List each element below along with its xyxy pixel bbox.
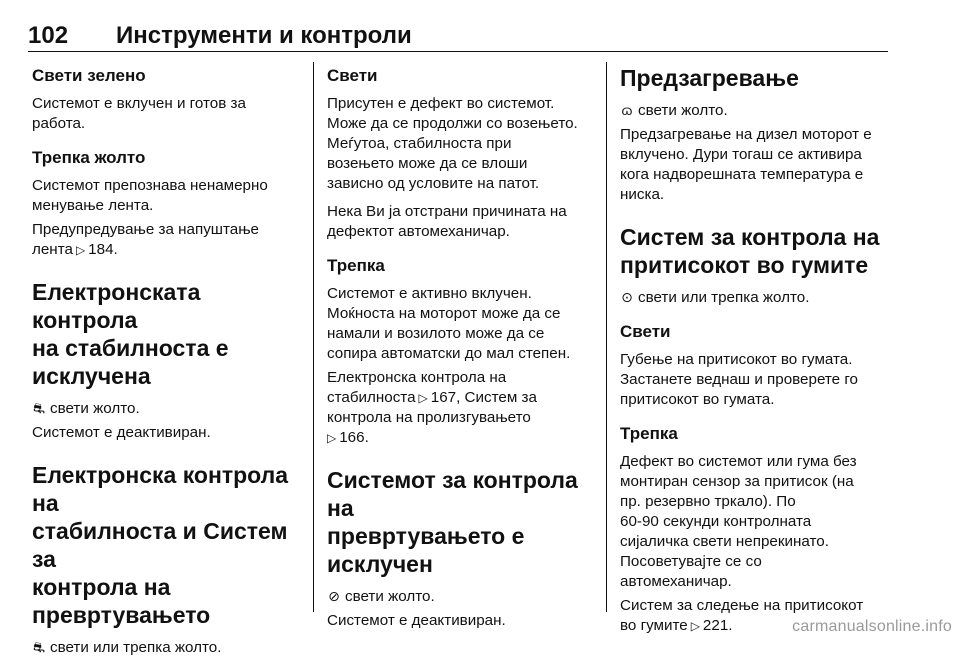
- column-3: [620, 64, 894, 644]
- section-heading: Свети зелено: [32, 66, 146, 85]
- watermark: carmanualsonline.info: [792, 618, 952, 635]
- indicator-text: свети или трепка жолто.: [638, 289, 810, 306]
- body-text: Системот е деактивиран.: [327, 612, 506, 629]
- indicator-text: свети или трепка жолто.: [50, 639, 222, 656]
- header-rule: [28, 51, 888, 52]
- column-2: [327, 64, 593, 639]
- indicator-text: свети жолто.: [345, 588, 435, 605]
- traction-control-off-icon: ⊘: [328, 588, 340, 604]
- body-text: Системот е деактивиран.: [32, 424, 211, 441]
- indicator-text: свети жолто.: [638, 102, 728, 119]
- reference-text: Предупредување за напуштање лента: [32, 221, 260, 258]
- chapter-title: Инструменти и контроли: [116, 22, 412, 49]
- body-text: Предзагревање на дизел моторот е вклучено. Дури тогаш се активира кога надворешната температура е ниска.: [620, 126, 872, 203]
- body-text: Нека Ви ја отстрани причината на дефектот автомеханичар.: [327, 203, 567, 240]
- section-heading: Трепка жолто: [32, 148, 146, 167]
- tire-pressure-icon: ⊙: [621, 289, 633, 305]
- reference-text: контрола на пролизгувањето: [327, 409, 531, 426]
- indicator-text: свети жолто.: [50, 400, 140, 417]
- column-divider: [606, 62, 607, 612]
- section-title: Предзагревање: [620, 65, 799, 91]
- reference-arrow-icon: ▷: [418, 391, 428, 405]
- section-heading: Свети: [620, 322, 671, 341]
- section-heading: Свети: [327, 66, 378, 85]
- page-number: 102: [28, 22, 69, 49]
- body-text: Системот препознава ненамерно менување лента.: [32, 177, 268, 214]
- page-reference-link[interactable]: 221.: [702, 617, 733, 634]
- body-text: Системот е вклучен и готов за работа.: [32, 95, 246, 132]
- indicator-line: [327, 586, 593, 607]
- esc-traction-control-icon: ⛐: [32, 639, 46, 655]
- column-1: [32, 64, 304, 666]
- cross-reference-paragraph: [32, 220, 304, 260]
- page-header: [28, 22, 888, 52]
- preheating-coil-icon: ɷ: [621, 102, 633, 118]
- body-text: Системот е активно вклучен. Моќноста на моторот може да се намали и возилото може да се сопира автоматски до мал степен.: [327, 285, 571, 362]
- section-title: Систем за контрола на притисокот во гумите: [620, 224, 880, 278]
- body-text: Присутен е дефект во системот. Може да се продолжи со возењето. Меѓутоа, стабилноста при возењето може да се влоши зависно од условите на патот.: [327, 95, 578, 192]
- indicator-line: [32, 637, 304, 658]
- section-title: Електронска контрола на стабилноста и Систем за контрола на превртувањето: [32, 462, 289, 628]
- body-text: Губење на притисокот во гумата. Застанете веднаш и проверете го притисокот во гумата.: [620, 351, 858, 408]
- page-reference-link[interactable]: 166.: [339, 429, 369, 446]
- section-heading: Трепка: [620, 424, 678, 443]
- section-heading: Трепка: [327, 256, 385, 275]
- reference-arrow-icon: ▷: [690, 619, 700, 633]
- cross-reference-paragraph: [327, 368, 593, 448]
- body-text: Дефект во системот или гума без монтиран сензор за притисок (на пр. резервно тркало). По 60-90 секунди контролната сијаличка свети непрекинато. Посоветувајте се со автомеханичар.: [620, 453, 857, 590]
- page-reference-link[interactable]: 167, Систем за: [430, 389, 537, 406]
- reference-text: Електронска контрола на стабилноста: [327, 369, 507, 406]
- reference-text: Систем за следење на притисокот во гумите: [620, 597, 864, 634]
- indicator-line: [32, 398, 304, 419]
- esc-off-icon: ⛐: [32, 400, 46, 416]
- reference-arrow-icon: ▷: [327, 431, 337, 445]
- indicator-line: [620, 100, 894, 121]
- section-title: Системот за контрола на превртувањето е исклучен: [327, 467, 578, 577]
- section-title: Електронската контрола на стабилноста е исклучена: [32, 279, 229, 389]
- column-divider: [313, 62, 314, 612]
- page-reference-link[interactable]: 184.: [88, 241, 118, 258]
- indicator-line: [620, 287, 894, 308]
- reference-arrow-icon: ▷: [75, 243, 86, 257]
